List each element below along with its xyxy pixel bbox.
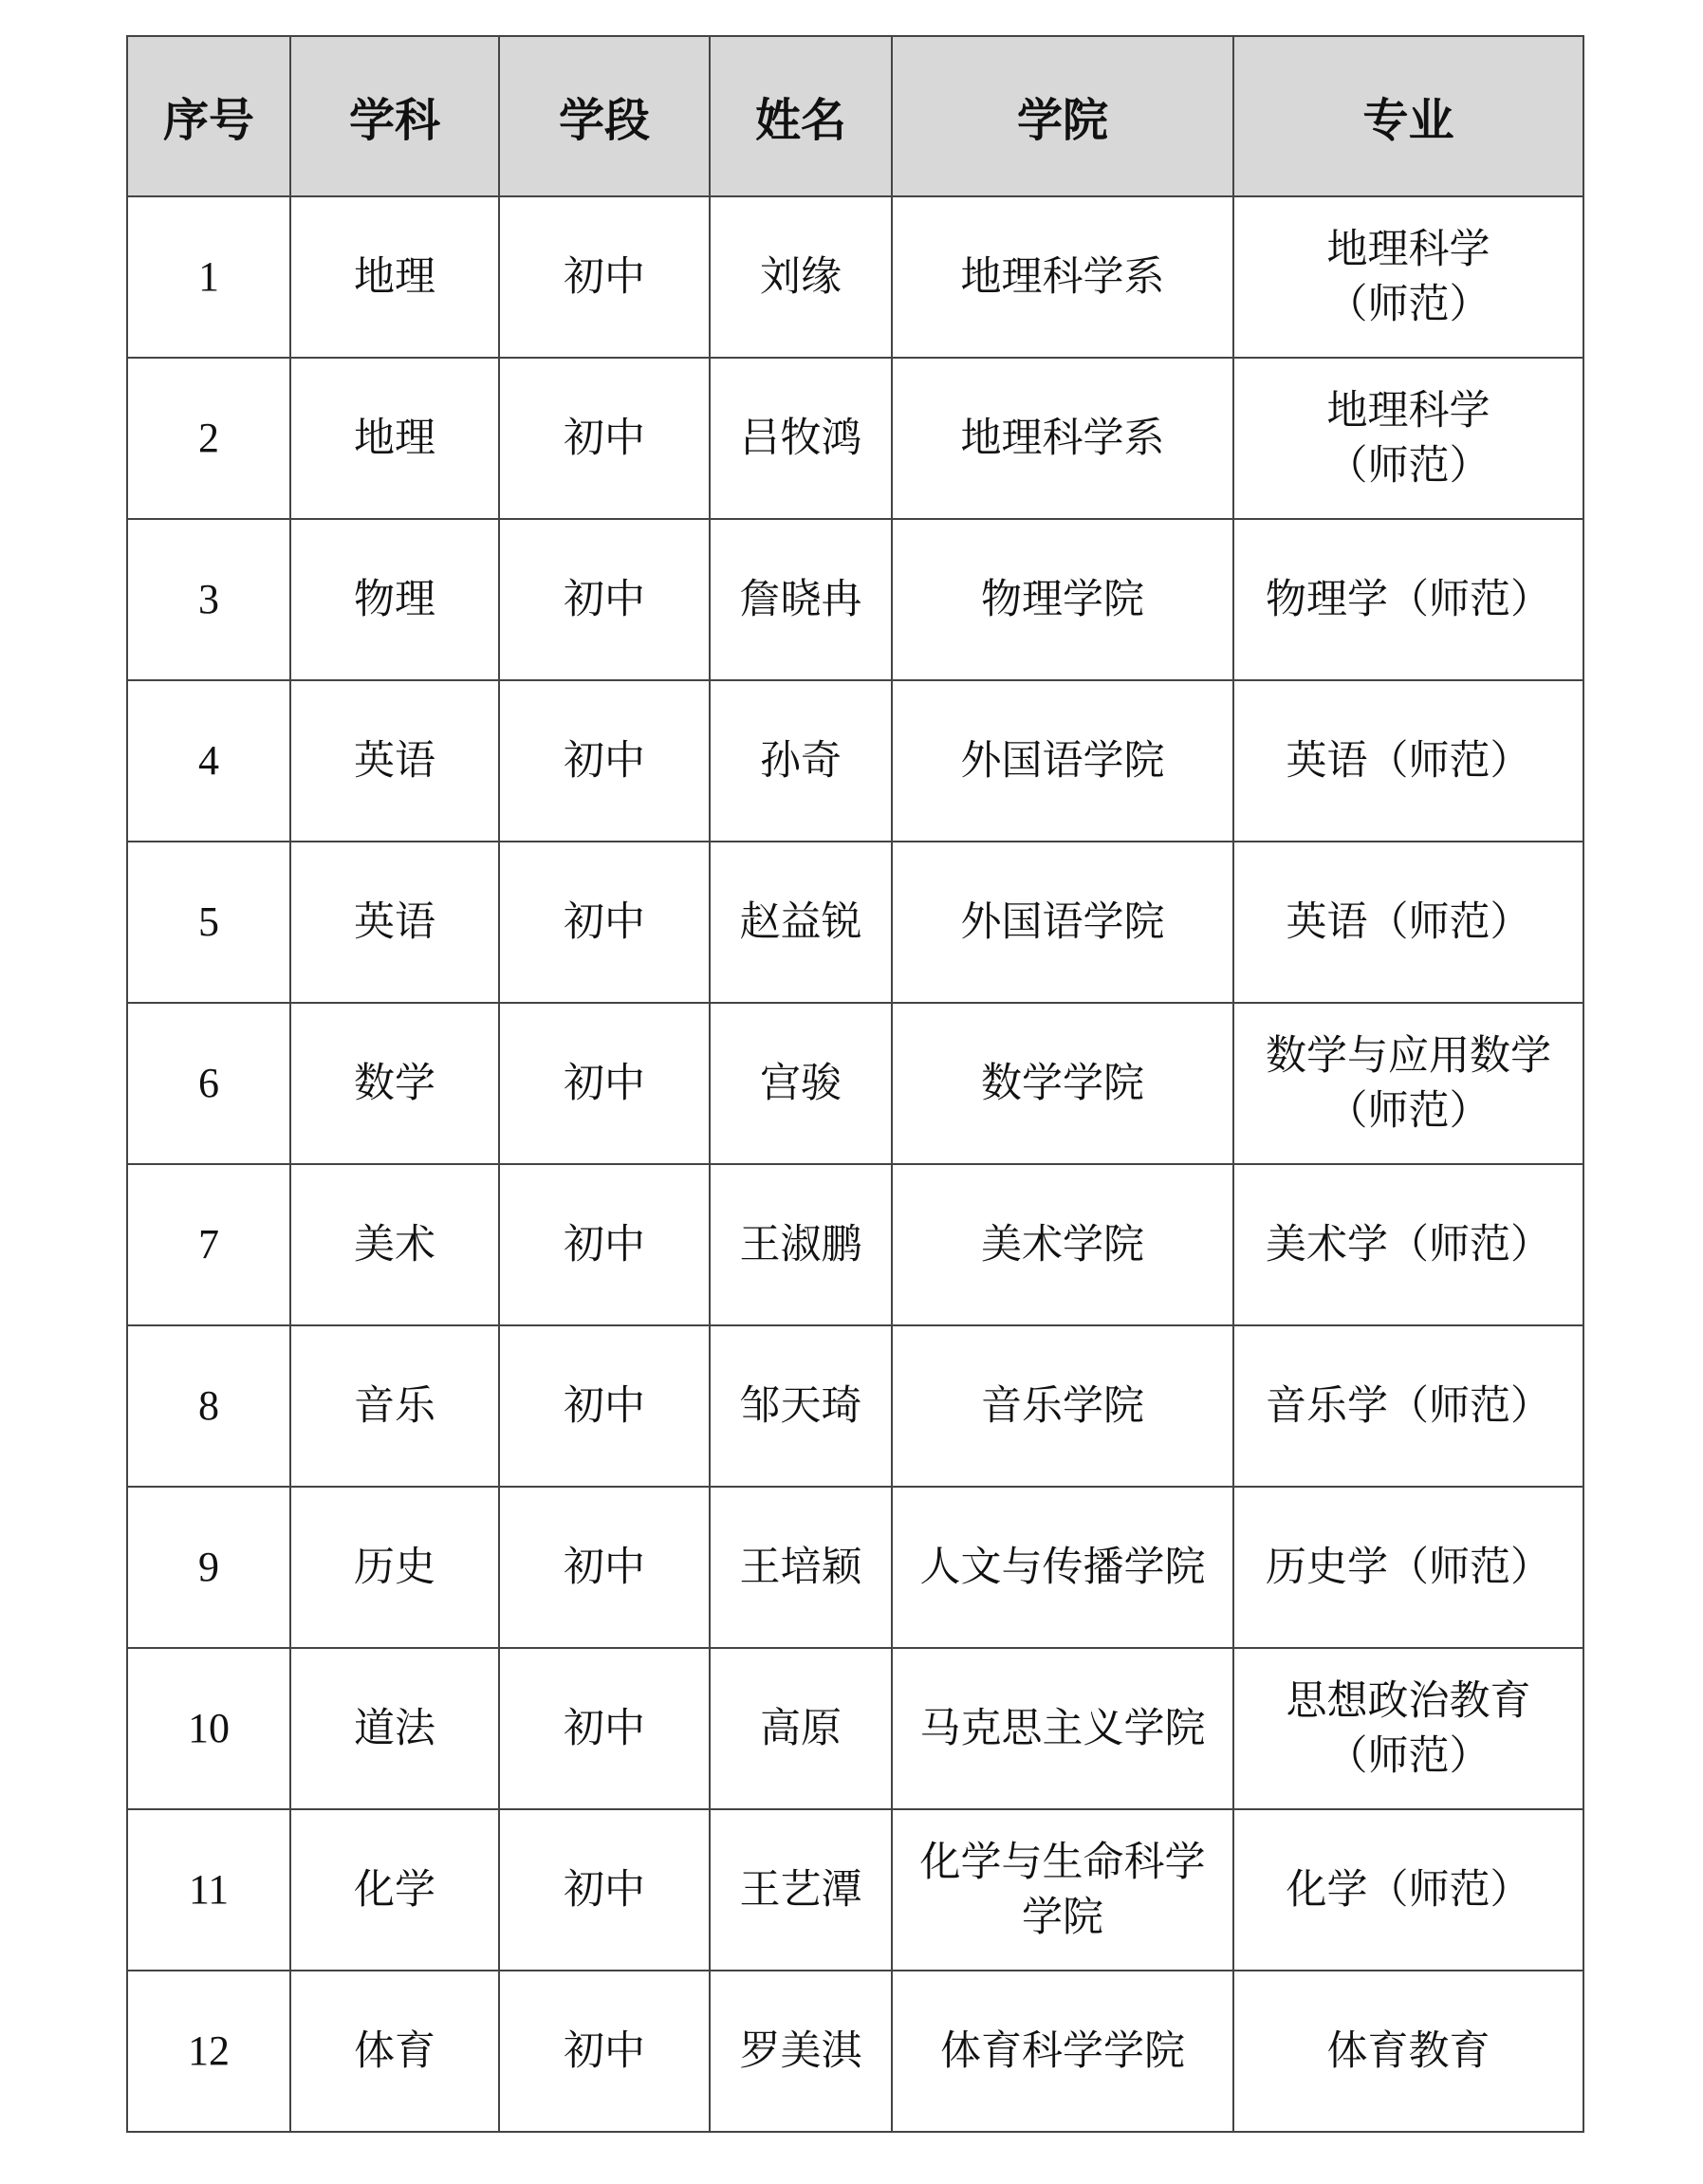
cell-index: 8 [127,1325,290,1487]
cell-major-line: 思想政治教育 [1286,1677,1531,1725]
cell-major [1233,1971,1583,2132]
cell-index: 1 [127,196,290,358]
table-row [127,1325,1583,1487]
cell-college-line: 美术学院 [981,1221,1144,1268]
cell-major [1233,1325,1583,1487]
cell-index: 2 [127,358,290,519]
table-row [127,196,1583,358]
cell-college-line: 学院 [1022,1894,1103,1941]
cell-subject: 地理 [290,358,499,519]
cell-college-line: 数学学院 [981,1060,1144,1107]
header-major: 专业 [1233,36,1583,196]
student-table [126,35,1584,2133]
cell-major [1233,519,1583,680]
cell-stage: 初中 [499,196,710,358]
cell-major-line: 历史学（师范） [1266,1544,1551,1591]
cell-major-line: （师范） [1326,1732,1490,1780]
cell-college [892,358,1233,519]
cell-subject: 地理 [290,196,499,358]
cell-index: 4 [127,680,290,842]
table-row [127,1164,1583,1325]
cell-college [892,519,1233,680]
cell-major [1233,842,1583,1003]
table-row [127,1003,1583,1164]
cell-college [892,1971,1233,2132]
cell-name: 高原 [710,1648,892,1809]
cell-college [892,842,1233,1003]
cell-major-line: 物理学（师范） [1266,576,1551,623]
cell-college-line: 人文与传播学院 [919,1544,1206,1591]
cell-college-line: 音乐学院 [981,1382,1144,1430]
cell-major-line: （师范） [1326,442,1490,490]
cell-major-line: 体育教育 [1326,2027,1490,2075]
table-row [127,842,1583,1003]
cell-index: 11 [127,1809,290,1971]
header-row [127,36,1583,196]
cell-index: 6 [127,1003,290,1164]
cell-subject: 美术 [290,1164,499,1325]
table-row [127,1809,1583,1971]
cell-index: 9 [127,1487,290,1648]
cell-college [892,1003,1233,1164]
cell-subject: 物理 [290,519,499,680]
cell-stage: 初中 [499,1971,710,2132]
cell-name: 王艺潭 [710,1809,892,1971]
header-stage: 学段 [499,36,710,196]
header-name: 姓名 [710,36,892,196]
cell-major [1233,1003,1583,1164]
cell-name: 赵益锐 [710,842,892,1003]
cell-name: 王淑鹏 [710,1164,892,1325]
cell-college [892,1164,1233,1325]
cell-major-line: 地理科学 [1326,387,1490,435]
cell-major [1233,1164,1583,1325]
table-row [127,680,1583,842]
cell-index: 3 [127,519,290,680]
cell-major [1233,1809,1583,1971]
cell-major-line: 地理科学 [1326,226,1490,273]
cell-major-line: （师范） [1326,281,1490,328]
cell-college [892,1487,1233,1648]
cell-stage: 初中 [499,1325,710,1487]
cell-college-line: 外国语学院 [960,898,1165,946]
cell-index: 12 [127,1971,290,2132]
cell-stage: 初中 [499,1809,710,1971]
table-body [127,196,1583,2132]
table-row [127,519,1583,680]
cell-stage: 初中 [499,358,710,519]
cell-stage: 初中 [499,842,710,1003]
table-header [127,36,1583,196]
cell-college [892,1648,1233,1809]
cell-stage: 初中 [499,1648,710,1809]
cell-college [892,1325,1233,1487]
cell-subject: 数学 [290,1003,499,1164]
cell-stage: 初中 [499,519,710,680]
cell-major-line: 英语（师范） [1286,898,1531,946]
cell-subject: 英语 [290,680,499,842]
cell-name: 吕牧鸿 [710,358,892,519]
cell-index: 5 [127,842,290,1003]
cell-major [1233,358,1583,519]
cell-subject: 体育 [290,1971,499,2132]
cell-college-line: 地理科学系 [960,415,1165,462]
cell-college [892,196,1233,358]
cell-major [1233,196,1583,358]
cell-index: 7 [127,1164,290,1325]
cell-name: 宫骏 [710,1003,892,1164]
cell-name: 罗美淇 [710,1971,892,2132]
cell-stage: 初中 [499,680,710,842]
cell-major-line: 化学（师范） [1286,1866,1531,1914]
cell-college-line: 马克思主义学院 [919,1705,1206,1752]
cell-name: 王培颖 [710,1487,892,1648]
header-subject: 学科 [290,36,499,196]
table-row [127,1971,1583,2132]
cell-major-line: （师范） [1326,1087,1490,1135]
cell-name: 詹晓冉 [710,519,892,680]
cell-major-line: 美术学（师范） [1266,1221,1551,1268]
cell-major [1233,1648,1583,1809]
cell-college-line: 化学与生命科学 [919,1839,1206,1886]
cell-college-line: 物理学院 [981,576,1144,623]
cell-index: 10 [127,1648,290,1809]
cell-stage: 初中 [499,1487,710,1648]
cell-subject: 道法 [290,1648,499,1809]
cell-major [1233,1487,1583,1648]
table-row [127,358,1583,519]
cell-name: 孙奇 [710,680,892,842]
cell-subject: 英语 [290,842,499,1003]
cell-name: 刘缘 [710,196,892,358]
cell-major [1233,680,1583,842]
cell-college-line: 体育科学学院 [940,2027,1185,2075]
header-index: 序号 [127,36,290,196]
cell-major-line: 数学与应用数学 [1266,1032,1551,1080]
cell-college [892,680,1233,842]
cell-college [892,1809,1233,1971]
cell-subject: 音乐 [290,1325,499,1487]
cell-major-line: 音乐学（师范） [1266,1382,1551,1430]
cell-college-line: 外国语学院 [960,737,1165,785]
cell-stage: 初中 [499,1003,710,1164]
header-college: 学院 [892,36,1233,196]
cell-subject: 历史 [290,1487,499,1648]
cell-college-line: 地理科学系 [960,253,1165,301]
table-row [127,1487,1583,1648]
table-row [127,1648,1583,1809]
cell-stage: 初中 [499,1164,710,1325]
cell-major-line: 英语（师范） [1286,737,1531,785]
cell-subject: 化学 [290,1809,499,1971]
cell-name: 邹天琦 [710,1325,892,1487]
